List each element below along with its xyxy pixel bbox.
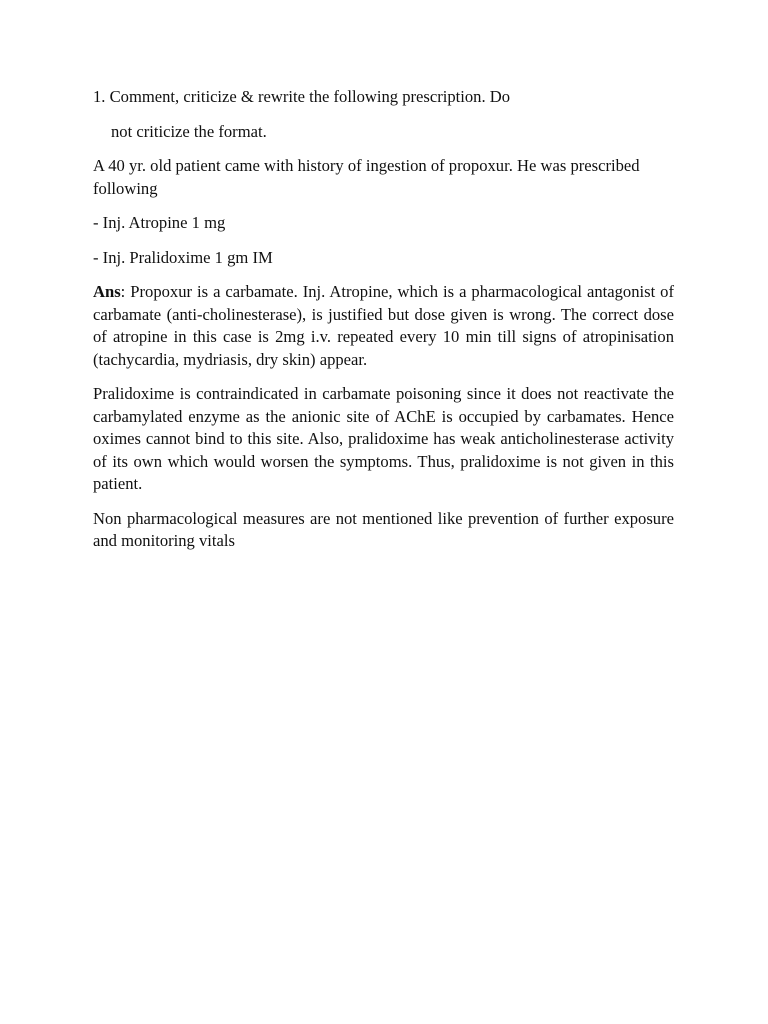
answer-paragraph-2: Pralidoxime is contraindicated in carbamate poisoning since it does not reactivate the carbamylated enzyme as the anionic site of AChE is occupied by carbamates. Hence oximes cannot bind to this site. Also, pralidoxime has weak anticholinesterase activity of its own which would worsen the symptoms. Thus, pralidoxime is not given in this patient.: [93, 384, 674, 493]
prescription-item-pralidoxime: - Inj. Pralidoxime 1 gm IM: [93, 247, 273, 267]
prescription-item-atropine: - Inj. Atropine 1 mg: [93, 213, 226, 232]
document-page: [93, 86, 674, 565]
question-line-2: not criticize the format.: [111, 121, 267, 141]
question-line-1: 1. Comment, criticize & rewrite the following prescription. Do: [93, 87, 511, 106]
answer-label: Ans: [93, 282, 121, 301]
answer-colon: :: [120, 282, 126, 301]
answer-paragraph-3: Non pharmacological measures are not mentioned like prevention of further exposure and monitoring vitals: [93, 508, 674, 550]
answer-text-1: Propoxur is a carbamate. Inj. Atropine, which is a pharmacological antagonist of carbamate (anti-cholinesterase), is justified but dose given is wrong. The correct dose of atropine in this case is 2mg i.v. repeated every 10 min till signs of atropinisation (tachycardia, mydriasis, dry skin) appear.: [93, 282, 674, 369]
case-description: A 40 yr. old patient came with history of ingestion of propoxur. He was prescribed following: [93, 156, 640, 198]
answer-paragraph-1: [93, 281, 674, 371]
